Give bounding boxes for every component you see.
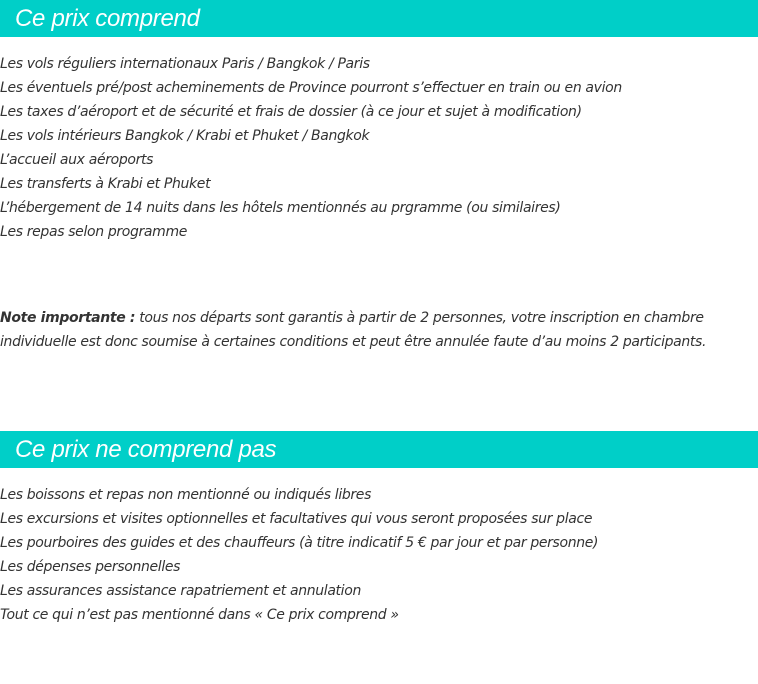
included-item: Les vols intérieurs Bangkok / Krabi et Phuket / Bangkok [0, 128, 370, 144]
important-note-text: tous nos départs sont garantis à partir de 2 personnes, votre inscription en chambre individuelle est donc soumise à certaines conditions et peut être annulée faute d’au moins 2 participants. [0, 310, 707, 350]
excluded-item: Les assurances assistance rapatriement et annulation [0, 583, 361, 599]
excluded-items-list [0, 483, 758, 627]
included-item: Les transferts à Krabi et Phuket [0, 176, 211, 192]
included-item: Les éventuels pré/post acheminements de Province pourront s’effectuer en train ou en avion [0, 80, 622, 96]
included-section-title: Ce prix comprend [15, 5, 200, 32]
important-note-label: Note importante : [0, 310, 136, 326]
excluded-item: Les excursions et visites optionnelles et facultatives qui vous seront proposées sur place [0, 511, 593, 527]
excluded-item: Tout ce qui n’est pas mentionné dans « Ce prix comprend » [0, 607, 399, 623]
excluded-item: Les dépenses personnelles [0, 559, 181, 575]
important-note [0, 306, 758, 354]
excluded-section-title: Ce prix ne comprend pas [15, 436, 277, 463]
included-item: Les vols réguliers internationaux Paris / Bangkok / Paris [0, 56, 370, 72]
included-item: L’accueil aux aéroports [0, 152, 154, 168]
included-item: Les taxes d’aéroport et de sécurité et frais de dossier (à ce jour et sujet à modification) [0, 104, 582, 120]
included-section-header [0, 0, 758, 37]
included-items-list [0, 52, 758, 244]
included-item: L’hébergement de 14 nuits dans les hôtels mentionnés au prgramme (ou similaires) [0, 200, 561, 216]
excluded-item: Les pourboires des guides et des chauffeurs (à titre indicatif 5 € par jour et par personne) [0, 535, 599, 551]
excluded-section-header [0, 431, 758, 468]
excluded-item: Les boissons et repas non mentionné ou indiqués libres [0, 487, 372, 503]
included-item: Les repas selon programme [0, 224, 187, 240]
